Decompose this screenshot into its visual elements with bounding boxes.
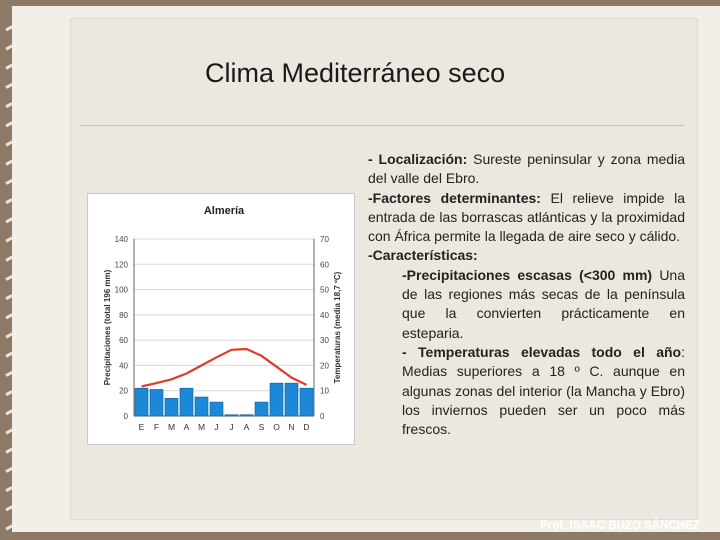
right-tick-label: 0 (320, 412, 325, 421)
precipitation-bar (165, 398, 178, 416)
paragraph-precipitaciones (368, 266, 685, 343)
month-label: A (243, 422, 250, 432)
paragraph-caracteristicas (368, 246, 685, 265)
paragraph-temperaturas (368, 343, 685, 439)
label-localizacion: - Localización: (368, 151, 468, 167)
label-precipitaciones: -Precipitaciones escasas (<300 mm) (402, 266, 653, 283)
right-tick-label: 30 (320, 336, 329, 346)
left-tick-label: 0 (123, 412, 128, 421)
text-precipitaciones: Una de las regiones más secas de la península que la convierten prácticamente en esteparia. (402, 266, 686, 341)
precipitation-bar (150, 389, 163, 416)
precipitation-bar (270, 383, 283, 416)
month-label: F (153, 422, 160, 432)
precipitation-bar (180, 388, 193, 416)
right-axis-label: Temperaturas (media 18,7 ºC) (333, 271, 342, 384)
left-tick-label: 140 (114, 235, 128, 244)
right-tick-label: 40 (320, 310, 329, 320)
paragraph-factores (368, 189, 685, 247)
text-temperaturas: : Medias superiores a 18 º C. aunque en algunas zonas del interior (la Mancha y Ebro) los inviernos pueden ser un poco más frescos. (402, 343, 685, 438)
label-temperaturas: - Temperaturas elevadas todo el año (402, 343, 682, 360)
paragraph-localizacion (368, 150, 685, 189)
left-tick-label: 80 (119, 310, 128, 320)
slide-title: Clima Mediterráneo seco (205, 58, 506, 88)
left-tick-label: 120 (114, 260, 128, 270)
right-tick-label: 20 (320, 361, 329, 371)
left-tick-label: 20 (119, 386, 128, 396)
right-tick-label: 70 (320, 235, 329, 244)
precipitation-bar (300, 388, 313, 416)
left-tick-label: 60 (119, 336, 128, 346)
month-label: A (183, 422, 190, 432)
left-tick-label: 100 (114, 285, 128, 295)
month-label: E (138, 422, 145, 432)
precipitation-bar (255, 402, 268, 416)
author-footer: Prof. ISAAC BUZO SÁNCHEZ (540, 520, 700, 532)
label-caracteristicas: -Características: (368, 247, 478, 264)
climate-chart-svg (88, 194, 354, 444)
body-text (368, 150, 685, 439)
month-label: S (258, 422, 265, 432)
precipitation-bar (135, 388, 148, 416)
left-axis-label: Precipitaciones (total 196 mm) (103, 269, 112, 386)
text-localizacion: Sureste peninsular y zona media del valle del Ebro. (368, 151, 685, 187)
precipitation-bar (240, 415, 253, 416)
month-label: J (229, 422, 234, 432)
precipitation-bar (285, 383, 298, 416)
text-factores: El relieve impide la entrada de las borrascas atlánticas y la proximidad con África permite la llegada de aire seco y cálido. (368, 189, 685, 245)
month-label: M (197, 422, 206, 432)
month-label: M (167, 422, 176, 432)
temperature-line (142, 349, 307, 386)
left-tick-label: 40 (119, 361, 128, 371)
right-tick-label: 50 (320, 285, 329, 295)
title-divider (80, 125, 684, 126)
month-label: J (214, 422, 219, 432)
precipitation-bar (195, 397, 208, 416)
right-tick-label: 10 (320, 386, 329, 396)
month-label: N (288, 422, 295, 432)
precipitation-bar (225, 415, 238, 416)
month-label: D (303, 422, 310, 432)
precipitation-bar (210, 402, 223, 416)
climate-chart (87, 193, 355, 445)
chart-title: Almería (203, 205, 245, 217)
month-label: O (273, 422, 280, 432)
label-factores: -Factores determinantes: (368, 189, 541, 206)
right-tick-label: 60 (320, 260, 329, 270)
